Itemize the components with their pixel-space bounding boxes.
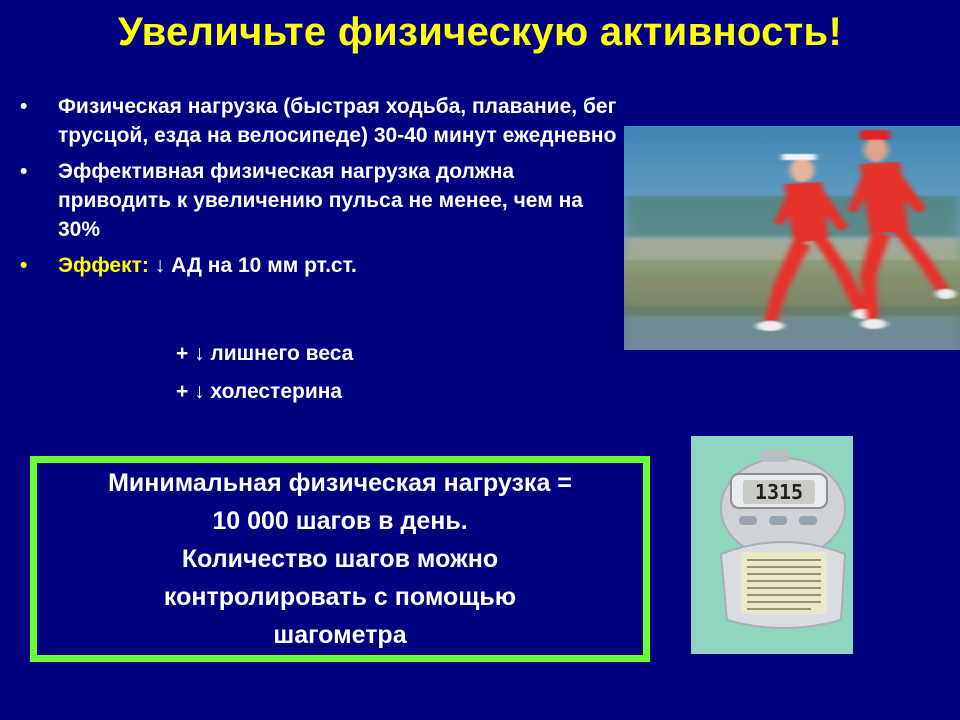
box-line: Минимальная физическая нагрузка = bbox=[108, 469, 572, 497]
bullet-item-pulse bbox=[20, 157, 620, 244]
slide-title: Увеличьте физическую активность! bbox=[117, 10, 843, 54]
bullet-item-exercise bbox=[20, 92, 620, 150]
bullet-item-effect bbox=[20, 251, 620, 280]
bullet-text: Эффективная физическая нагрузка должна приводить к увеличению пульса не менее, чем на 30% bbox=[58, 160, 583, 241]
bullet-marker: • bbox=[20, 160, 28, 183]
bullet-marker: • bbox=[20, 254, 28, 277]
svg-text:1315: 1315 bbox=[754, 480, 804, 504]
box-line: 10 000 шагов в день. bbox=[212, 507, 468, 535]
bullet-list bbox=[20, 92, 620, 287]
box-line: контролировать с помощью bbox=[163, 583, 517, 611]
runners-photo bbox=[624, 126, 960, 350]
minimum-activity-box bbox=[30, 456, 650, 662]
effect-item-pressure: ↓ АД на 10 мм рт.ст. bbox=[154, 254, 357, 277]
bullet-text: Физическая нагрузка (быстрая ходьба, плавание, бег трусцой, езда на велосипеде) 30-40 минут ежедневно bbox=[58, 95, 617, 147]
effect-item-cholesterol: + ↓ холестерина bbox=[176, 380, 343, 403]
bullet-marker: • bbox=[20, 95, 28, 118]
effect-label: Эффект: bbox=[58, 254, 149, 277]
pedometer-display bbox=[755, 480, 803, 504]
effect-item-weight: + ↓ лишнего веса bbox=[176, 342, 354, 365]
box-line: шагометра bbox=[273, 621, 407, 649]
box-line: Количество шагов можно bbox=[181, 545, 499, 573]
pedometer-photo bbox=[691, 436, 853, 654]
